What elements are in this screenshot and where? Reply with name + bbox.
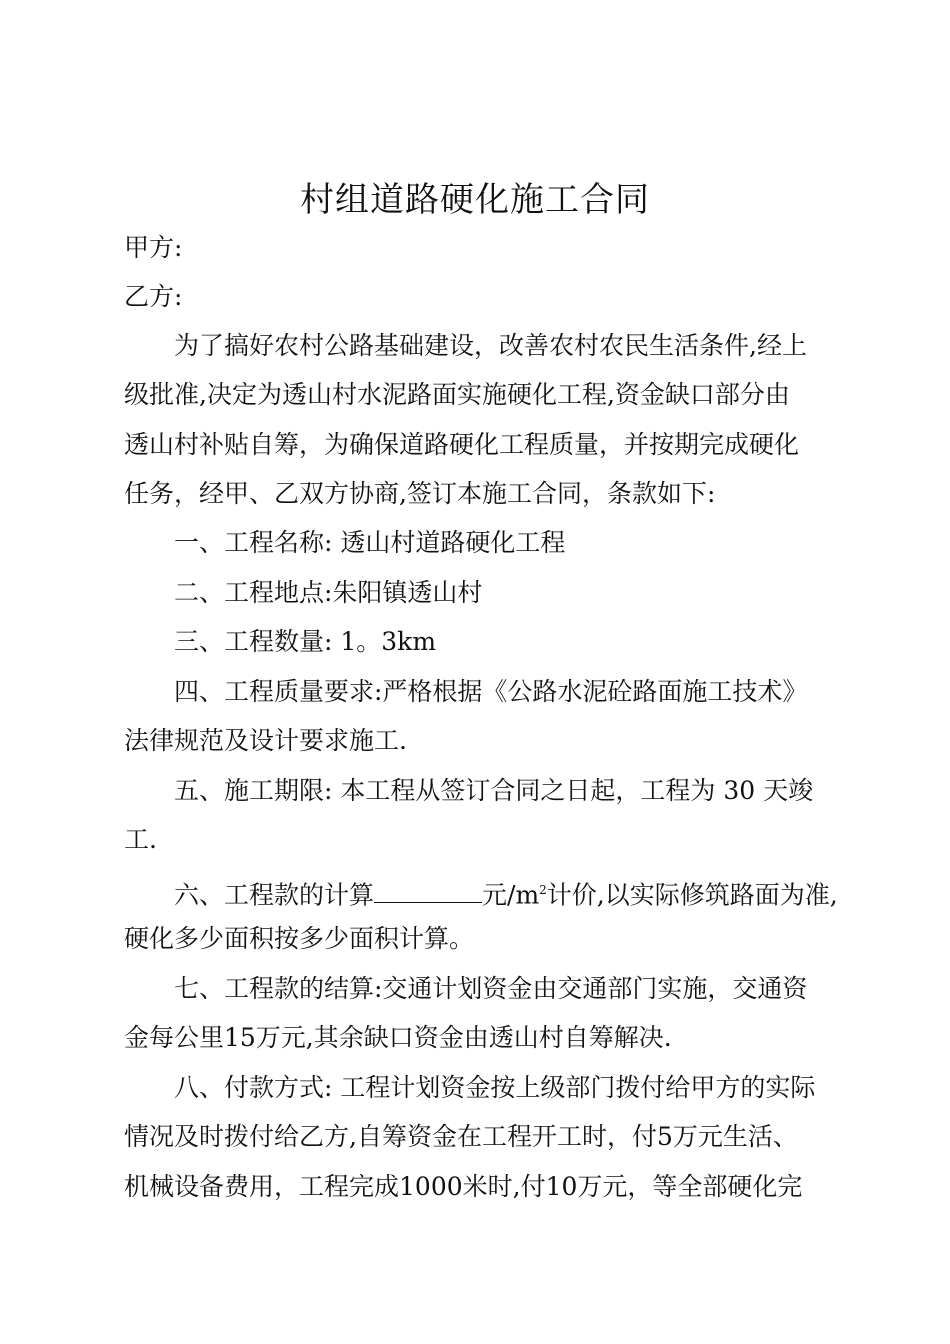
clause-8-line-2: 情况及时拨付给乙方,自筹资金在工程开工时，付5万元生活、 [124, 1122, 798, 1151]
clause-8-line-3: 机械设备费用，工程完成1000米时,付10万元，等全部硬化完 [124, 1172, 803, 1201]
clause-5-line-1: 五、施工期限: 本工程从签订合同之日起，工程为 30 天竣 [174, 776, 814, 805]
clause-7-line-2: 金每公里15万元,其余缺口资金由透山村自筹解决. [124, 1023, 672, 1052]
intro-line-2: 级批准,决定为透山村水泥路面实施硬化工程,资金缺口部分由 [124, 380, 790, 409]
clause-6-line-2: 硬化多少面积按多少面积计算。 [124, 924, 475, 953]
clause-1: 一、工程名称: 透山村道路硬化工程 [174, 528, 566, 557]
intro-line-3: 透山村补贴自筹，为确保道路硬化工程质量，并按期完成硬化 [124, 430, 800, 459]
clause-6-suffix: 计价,以实际修筑路面为准, [546, 880, 838, 910]
clause-2: 二、工程地点:朱阳镇透山村 [174, 578, 483, 607]
clause-4-line-2: 法律规范及设计要求施工. [124, 726, 407, 755]
clause-4-line-1: 四、工程质量要求:严格根据《公路水泥砼路面施工技术》 [174, 677, 808, 706]
clause-6-prefix: 六、工程款的计算 [174, 880, 375, 910]
contract-title: 村组道路硬化施工合同 [300, 180, 650, 220]
party-b-label: 乙方: [124, 282, 183, 311]
intro-line-1: 为了搞好农村公路基础建设，改善农村农民生活条件,经上 [174, 331, 807, 360]
clause-5-line-2: 工. [124, 825, 157, 854]
party-a-label: 甲方: [124, 233, 183, 262]
clause-6-unit: 元/m [482, 880, 540, 910]
clause-6-unit-superscript: 2 [539, 883, 547, 897]
clause-8-line-1: 八、付款方式: 工程计划资金按上级部门拨付给甲方的实际 [174, 1073, 816, 1102]
intro-line-4: 任务，经甲、乙双方协商,签订本施工合同，条款如下: [124, 479, 716, 508]
clause-6-line-1 [174, 873, 838, 910]
clause-3: 三、工程数量: 1。3km [174, 627, 437, 656]
clause-7-line-1: 七、工程款的结算:交通计划资金由交通部门实施，交通资 [174, 974, 808, 1003]
price-blank-field [374, 878, 482, 903]
